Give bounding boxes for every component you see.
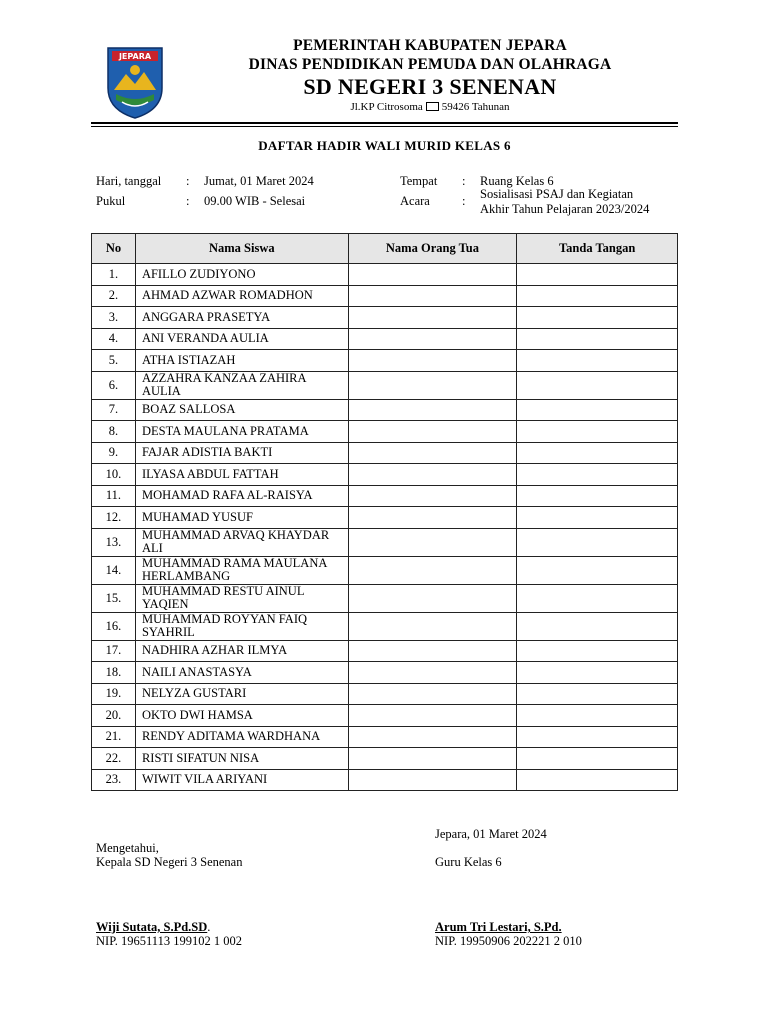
student-name-cell: ILYASA ABDUL FATTAH — [135, 464, 348, 486]
event-value-line1: Sosialisasi PSAJ dan Kegiatan — [480, 187, 634, 201]
parent-name-cell[interactable] — [348, 464, 517, 486]
day-colon: : — [186, 174, 190, 188]
student-name-cell: OKTO DWI HAMSA — [135, 705, 348, 727]
table-row — [92, 640, 678, 662]
student-name-cell: ANI VERANDA AULIA — [135, 328, 348, 350]
signature-cell[interactable] — [517, 726, 678, 748]
table-header-row — [92, 234, 678, 264]
table-row — [92, 464, 678, 486]
school-address — [180, 100, 680, 114]
address-postal: 59426 Tahunan — [441, 101, 510, 113]
row-number: 8. — [92, 421, 136, 443]
signature-cell[interactable] — [517, 748, 678, 770]
envelope-icon — [426, 102, 439, 111]
student-name-cell: DESTA MAULANA PRATAMA — [135, 421, 348, 443]
row-number: 20. — [92, 705, 136, 727]
row-number: 23. — [92, 769, 136, 791]
row-number: 15. — [92, 584, 136, 612]
student-name-cell: MUHAMAD YUSUF — [135, 507, 348, 529]
signature-cell[interactable] — [517, 307, 678, 329]
row-number: 7. — [92, 399, 136, 421]
row-number: 2. — [92, 285, 136, 307]
student-name-cell: RENDY ADITAMA WARDHANA — [135, 726, 348, 748]
parent-name-cell[interactable] — [348, 350, 517, 372]
place-label: Tempat — [400, 174, 438, 188]
student-name-cell: NADHIRA AZHAR ILMYA — [135, 640, 348, 662]
table-row — [92, 264, 678, 286]
parent-name-cell[interactable] — [348, 442, 517, 464]
teacher-name: Arum Tri Lestari, S.Pd. — [435, 920, 562, 934]
parent-name-cell[interactable] — [348, 556, 517, 584]
parent-name-cell[interactable] — [348, 264, 517, 286]
student-name-cell: MOHAMAD RAFA AL-RAISYA — [135, 485, 348, 507]
student-name-cell: MUHAMMAD ROYYAN FAIQ SYAHRIL — [135, 612, 348, 640]
header-signature: Tanda Tangan — [517, 234, 678, 264]
parent-name-cell[interactable] — [348, 769, 517, 791]
row-number: 1. — [92, 264, 136, 286]
time-colon: : — [186, 194, 190, 208]
table-row — [92, 485, 678, 507]
event-label: Acara — [400, 194, 430, 208]
principal-role: Kepala SD Negeri 3 Senenan — [96, 855, 243, 869]
signature-cell[interactable] — [517, 705, 678, 727]
table-row — [92, 683, 678, 705]
table-row — [92, 371, 678, 399]
principal-name-line: Wiji Sutata, S.Pd.SD. — [96, 920, 211, 934]
row-number: 3. — [92, 307, 136, 329]
table-row — [92, 442, 678, 464]
student-name-cell: ANGGARA PRASETYA — [135, 307, 348, 329]
parent-name-cell[interactable] — [348, 584, 517, 612]
government-name: PEMERINTAH KABUPATEN JEPARA — [293, 37, 567, 54]
table-row — [92, 726, 678, 748]
table-row — [92, 612, 678, 640]
signature-cell[interactable] — [517, 371, 678, 399]
table-row — [92, 556, 678, 584]
header-student-name: Nama Siswa — [135, 234, 348, 264]
table-row — [92, 350, 678, 372]
signature-cell[interactable] — [517, 683, 678, 705]
signature-cell[interactable] — [517, 264, 678, 286]
attendance-table — [91, 233, 678, 791]
signature-cell[interactable] — [517, 485, 678, 507]
parent-name-cell[interactable] — [348, 485, 517, 507]
student-name-cell: MUHAMMAD RESTU AINUL YAQIEN — [135, 584, 348, 612]
row-number: 4. — [92, 328, 136, 350]
signature-cell[interactable] — [517, 442, 678, 464]
table-row — [92, 748, 678, 770]
parent-name-cell[interactable] — [348, 528, 517, 556]
student-name-cell: ATHA ISTIAZAH — [135, 350, 348, 372]
header-parent-name: Nama Orang Tua — [348, 234, 517, 264]
signature-cell[interactable] — [517, 328, 678, 350]
row-number: 18. — [92, 662, 136, 684]
signature-cell[interactable] — [517, 640, 678, 662]
address-street: Jl.KP Citrosoma — [350, 101, 423, 113]
place-colon: : — [462, 174, 466, 188]
teacher-role: Guru Kelas 6 — [435, 855, 502, 869]
svg-text:JEPARA: JEPARA — [118, 52, 152, 61]
signature-cell[interactable] — [517, 662, 678, 684]
document-title: DAFTAR HADIR WALI MURID KELAS 6 — [258, 138, 511, 153]
student-name-cell: NELYZA GUSTARI — [135, 683, 348, 705]
row-number: 16. — [92, 612, 136, 640]
table-row — [92, 421, 678, 443]
signature-cell[interactable] — [517, 285, 678, 307]
row-number: 22. — [92, 748, 136, 770]
row-number: 19. — [92, 683, 136, 705]
table-row — [92, 399, 678, 421]
student-name-cell: BOAZ SALLOSA — [135, 399, 348, 421]
parent-name-cell[interactable] — [348, 640, 517, 662]
principal-nip: NIP. 19651113 199102 1 002 — [96, 934, 242, 948]
student-name-cell: AZZAHRA KANZAA ZAHIRA AULIA — [135, 371, 348, 399]
student-name-cell: FAJAR ADISTIA BAKTI — [135, 442, 348, 464]
row-number: 14. — [92, 556, 136, 584]
parent-name-cell[interactable] — [348, 662, 517, 684]
header-no: No — [92, 234, 136, 264]
student-name-cell: WIWIT VILA ARIYANI — [135, 769, 348, 791]
table-row — [92, 528, 678, 556]
parent-name-cell[interactable] — [348, 285, 517, 307]
teacher-nip: NIP. 19950906 202221 2 010 — [435, 934, 582, 948]
parent-name-cell[interactable] — [348, 371, 517, 399]
table-row — [92, 584, 678, 612]
table-row — [92, 662, 678, 684]
parent-name-cell[interactable] — [348, 421, 517, 443]
row-number: 21. — [92, 726, 136, 748]
student-name-cell: NAILI ANASTASYA — [135, 662, 348, 684]
signature-cell[interactable] — [517, 464, 678, 486]
parent-name-cell[interactable] — [348, 328, 517, 350]
table-row — [92, 769, 678, 791]
student-name-cell: AHMAD AZWAR ROMADHON — [135, 285, 348, 307]
row-number: 17. — [92, 640, 136, 662]
letterhead-divider-thick — [91, 122, 678, 124]
parent-name-cell[interactable] — [348, 612, 517, 640]
row-number: 13. — [92, 528, 136, 556]
signature-cell[interactable] — [517, 399, 678, 421]
letterhead — [180, 36, 680, 114]
row-number: 11. — [92, 485, 136, 507]
signature-cell[interactable] — [517, 350, 678, 372]
student-name-cell: MUHAMMAD ARVAQ KHAYDAR ALI — [135, 528, 348, 556]
table-row — [92, 705, 678, 727]
department-name: DINAS PENDIDIKAN PEMUDA DAN OLAHRAGA — [248, 56, 612, 73]
signature-cell[interactable] — [517, 507, 678, 529]
parent-name-cell[interactable] — [348, 399, 517, 421]
day-label: Hari, tanggal — [96, 174, 162, 188]
acknowledgement-label: Mengetahui, — [96, 841, 159, 855]
teacher-name-line — [435, 920, 562, 935]
parent-name-cell[interactable] — [348, 726, 517, 748]
table-row — [92, 328, 678, 350]
time-label: Pukul — [96, 194, 126, 208]
signature-cell[interactable] — [517, 584, 678, 612]
student-name-cell: MUHAMMAD RAMA MAULANA HERLAMBANG — [135, 556, 348, 584]
parent-name-cell[interactable] — [348, 307, 517, 329]
signature-cell[interactable] — [517, 528, 678, 556]
principal-name: Wiji Sutata, S.Pd.SD — [96, 920, 208, 934]
parent-name-cell[interactable] — [348, 683, 517, 705]
row-number: 6. — [92, 371, 136, 399]
signature-cell[interactable] — [517, 612, 678, 640]
jepara-emblem-icon — [104, 44, 166, 120]
place-value: Ruang Kelas 6 — [480, 174, 554, 188]
row-number: 12. — [92, 507, 136, 529]
event-colon: : — [462, 194, 466, 208]
place-date: Jepara, 01 Maret 2024 — [435, 827, 547, 841]
time-value: 09.00 WIB - Selesai — [204, 194, 306, 208]
parent-name-cell[interactable] — [348, 748, 517, 770]
parent-name-cell[interactable] — [348, 507, 517, 529]
day-value: Jumat, 01 Maret 2024 — [204, 174, 314, 188]
table-row — [92, 307, 678, 329]
event-value-line2: Akhir Tahun Pelajaran 2023/2024 — [480, 202, 650, 216]
table-row — [92, 507, 678, 529]
signature-cell[interactable] — [517, 769, 678, 791]
signature-cell[interactable] — [517, 556, 678, 584]
row-number: 10. — [92, 464, 136, 486]
school-logo — [104, 44, 166, 120]
signature-cell[interactable] — [517, 421, 678, 443]
school-name: SD NEGERI 3 SENENAN — [303, 74, 557, 99]
letterhead-divider-thin — [91, 126, 678, 127]
row-number: 5. — [92, 350, 136, 372]
student-name-cell: AFILLO ZUDIYONO — [135, 264, 348, 286]
table-row — [92, 285, 678, 307]
row-number: 9. — [92, 442, 136, 464]
parent-name-cell[interactable] — [348, 705, 517, 727]
student-name-cell: RISTI SIFATUN NISA — [135, 748, 348, 770]
